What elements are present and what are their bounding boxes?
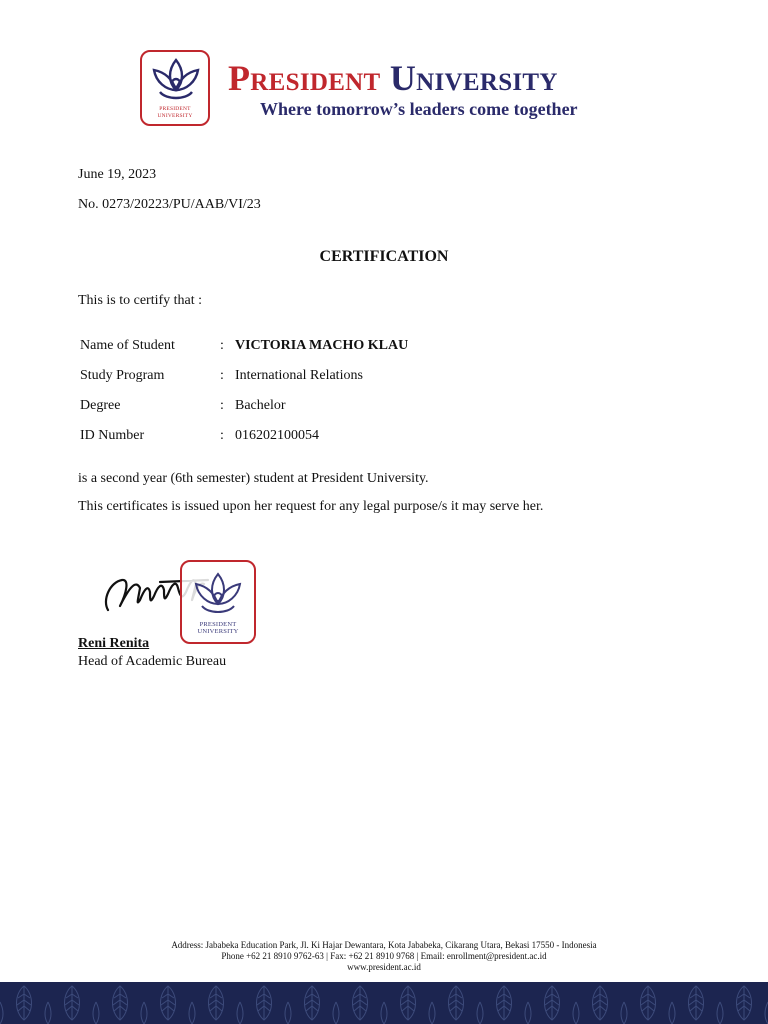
detail-label: Study Program (80, 368, 165, 383)
signer-name: Reni Renita (78, 636, 150, 651)
student-name: VICTORIA MACHO KLAU (235, 338, 409, 353)
stamp-text-line1: PRESIDENT (199, 621, 237, 628)
university-name (228, 58, 558, 98)
intro-text: This is to certify that : (78, 293, 203, 308)
statement-purpose: This certificates is issued upon her request for any legal purpose/s it may serve her. (78, 499, 544, 514)
leaf-pattern (0, 982, 768, 1024)
detail-row (80, 367, 408, 397)
detail-row (80, 427, 408, 457)
lotus-icon (148, 56, 204, 104)
student-details (80, 337, 408, 457)
stamp-text-line2: UNIVERSITY (197, 628, 239, 635)
footer-address: Address: Jababeka Education Park, Jl. Ki Hajar Dewantara, Kota Jababeka, Cikarang Utara, Bekasi 17550 - Indonesia (171, 940, 597, 950)
detail-colon: : (220, 398, 224, 413)
university-name-second: University (389, 58, 558, 98)
footer-contact: Phone +62 21 8910 9762-63 | Fax: +62 21 8910 9768 | Email: enrollment@president.ac.id (221, 951, 547, 961)
logo-text-line1: PRESIDENT (159, 106, 191, 112)
lotus-icon (190, 568, 246, 620)
letter-number: No. 0273/20223/PU/AAB/VI/23 (78, 197, 261, 212)
certificate-title: CERTIFICATION (319, 248, 449, 265)
id-number: 016202100054 (235, 428, 319, 443)
footer-decorative-band (0, 982, 768, 1024)
detail-row (80, 337, 408, 367)
detail-label: ID Number (80, 428, 145, 443)
degree: Bachelor (235, 398, 286, 413)
university-logo (140, 50, 210, 126)
university-name-first: President (228, 58, 381, 98)
detail-colon: : (220, 338, 224, 353)
footer-website: www.president.ac.id (347, 962, 421, 972)
university-stamp (180, 560, 256, 644)
footer (0, 940, 768, 973)
study-program: International Relations (235, 368, 363, 383)
detail-label: Degree (80, 398, 121, 413)
detail-colon: : (220, 428, 224, 443)
letterhead (140, 50, 620, 130)
statement-status: is a second year (6th semester) student at President University. (78, 471, 429, 486)
letter-date: June 19, 2023 (78, 167, 157, 182)
logo-text-line2: UNIVERSITY (157, 113, 193, 119)
detail-colon: : (220, 368, 224, 383)
signer-title: Head of Academic Bureau (78, 654, 227, 669)
tagline: Where tomorrow’s leaders come together (260, 99, 578, 119)
detail-label: Name of Student (80, 338, 175, 353)
detail-row (80, 397, 408, 427)
